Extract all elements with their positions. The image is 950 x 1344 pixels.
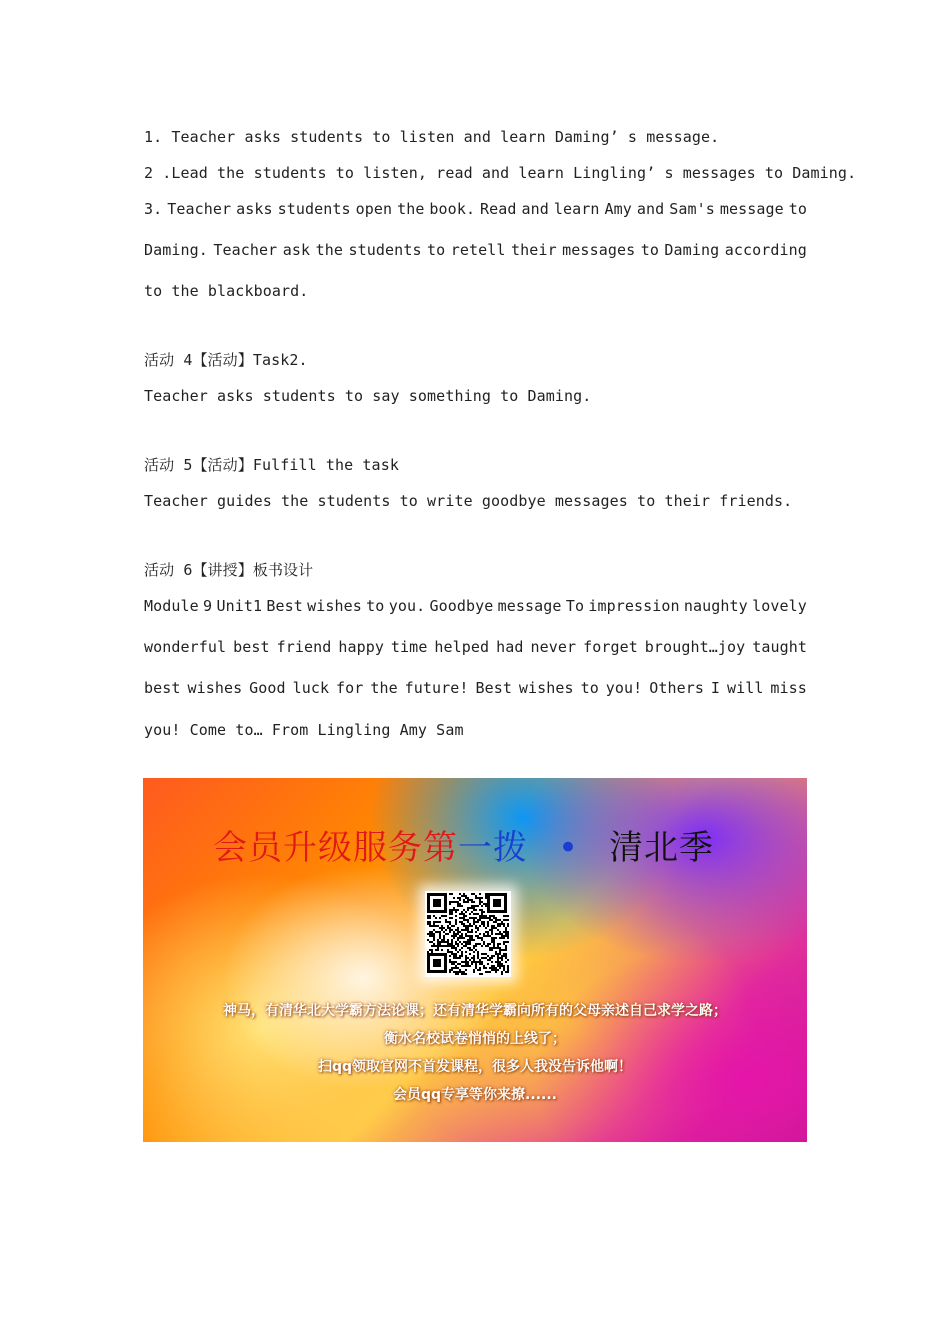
word: 3. xyxy=(144,200,163,218)
word: ask xyxy=(282,241,311,259)
word: the xyxy=(315,241,344,259)
promo-banner[interactable] xyxy=(143,778,807,1142)
activity-4-body: Teacher asks students to say something to Daming. xyxy=(144,387,592,405)
word: time xyxy=(390,638,428,656)
banner-title xyxy=(213,820,714,869)
word: taught xyxy=(752,638,807,656)
word: Good xyxy=(249,679,286,697)
word: to xyxy=(580,679,599,697)
step-2: 2 .Lead the students to listen, read and learn Lingling’ s messages to Daming. xyxy=(144,164,857,182)
activity-6-line-1 xyxy=(144,596,807,616)
word: Sam's xyxy=(669,200,715,218)
word: Module xyxy=(144,597,199,615)
word: Unit1 xyxy=(216,597,263,615)
word: Best xyxy=(266,597,303,615)
word: you! xyxy=(605,679,643,697)
word: their xyxy=(511,241,557,259)
banner-line-4: 会员qq专享等你来撩...... xyxy=(393,1087,557,1103)
word: messages xyxy=(562,241,636,259)
word: naughty xyxy=(683,597,748,615)
word: message xyxy=(719,200,784,218)
word: to xyxy=(427,241,446,259)
word: for xyxy=(336,679,364,697)
activity-5-heading: 活动 5【活动】Fulfill the task xyxy=(144,456,399,474)
word: you. xyxy=(388,597,426,615)
word: students xyxy=(277,200,351,218)
word: Others xyxy=(649,679,705,697)
banner-title-red: 会员升级服务第 xyxy=(213,828,458,868)
word: Read xyxy=(480,200,517,218)
word: 9 xyxy=(203,597,213,615)
activity-6-line-2 xyxy=(144,637,807,657)
word: miss xyxy=(770,679,807,697)
word: the xyxy=(370,679,398,697)
activity-5-body: Teacher guides the students to write goodbye messages to their friends. xyxy=(144,492,793,510)
word: book. xyxy=(429,200,476,218)
word: to xyxy=(788,200,807,218)
word: best xyxy=(144,679,181,697)
word: wishes xyxy=(307,597,362,615)
word: Teacher xyxy=(167,200,232,218)
word: I xyxy=(710,679,721,697)
banner-line-1: 神马，有清华北大学霸方法论课；还有清华学霸向所有的父母亲述自己求学之路； xyxy=(223,1003,727,1019)
word: Daming. xyxy=(144,241,208,259)
word: best xyxy=(233,638,270,656)
word: happy xyxy=(338,638,384,656)
step-3-line-1 xyxy=(144,199,807,219)
step-3-line-3: to the blackboard. xyxy=(144,282,309,300)
step-1: 1. Teacher asks students to listen and learn Daming’ s message. xyxy=(144,128,720,146)
word: helped xyxy=(434,638,490,656)
word: the xyxy=(397,200,425,218)
word: impression xyxy=(588,597,680,615)
word: open xyxy=(355,200,393,218)
word: Best xyxy=(475,679,512,697)
qr-code-icon[interactable] xyxy=(425,891,511,977)
word: Daming xyxy=(664,241,720,259)
word: friend xyxy=(276,638,332,656)
word: learn xyxy=(553,200,600,218)
word: and xyxy=(636,200,665,218)
word: wishes xyxy=(518,679,574,697)
word: asks xyxy=(236,200,273,218)
banner-title-blue: 一拨 xyxy=(458,828,528,868)
step-3-line-2 xyxy=(144,240,807,260)
banner-line-2: 衡水名校试卷悄悄的上线了； xyxy=(384,1031,566,1047)
activity-6-line-4: you! Come to… From Lingling Amy Sam xyxy=(144,721,464,739)
word: students xyxy=(348,241,422,259)
word: luck xyxy=(292,679,330,697)
activity-6-line-3 xyxy=(144,678,807,698)
banner-title-black: 清北季 xyxy=(609,828,715,868)
word: To xyxy=(565,597,585,615)
word: never xyxy=(530,638,577,656)
word: Amy xyxy=(604,200,632,218)
word: had xyxy=(496,638,524,656)
word: brought…joy xyxy=(644,638,746,656)
word: to xyxy=(640,241,659,259)
word: forget xyxy=(583,638,638,656)
word: according xyxy=(724,241,807,259)
activity-6-heading: 活动 6【讲授】板书设计 xyxy=(144,561,314,579)
activity-4-heading: 活动 4【活动】Task2. xyxy=(144,351,308,369)
word: future! xyxy=(404,679,469,697)
word: message xyxy=(497,597,562,615)
banner-title-dot: • xyxy=(558,828,580,868)
word: retell xyxy=(450,241,506,259)
word: Teacher xyxy=(213,241,278,259)
banner-line-3: 扫qq领取官网不首发课程，很多人我没告诉他啊！ xyxy=(317,1059,633,1075)
word: Goodbye xyxy=(429,597,494,615)
word: wishes xyxy=(187,679,243,697)
word: and xyxy=(521,200,549,218)
word: to xyxy=(366,597,385,615)
word: lovely xyxy=(752,597,807,615)
word: will xyxy=(726,679,764,697)
word: wonderful xyxy=(144,638,227,656)
